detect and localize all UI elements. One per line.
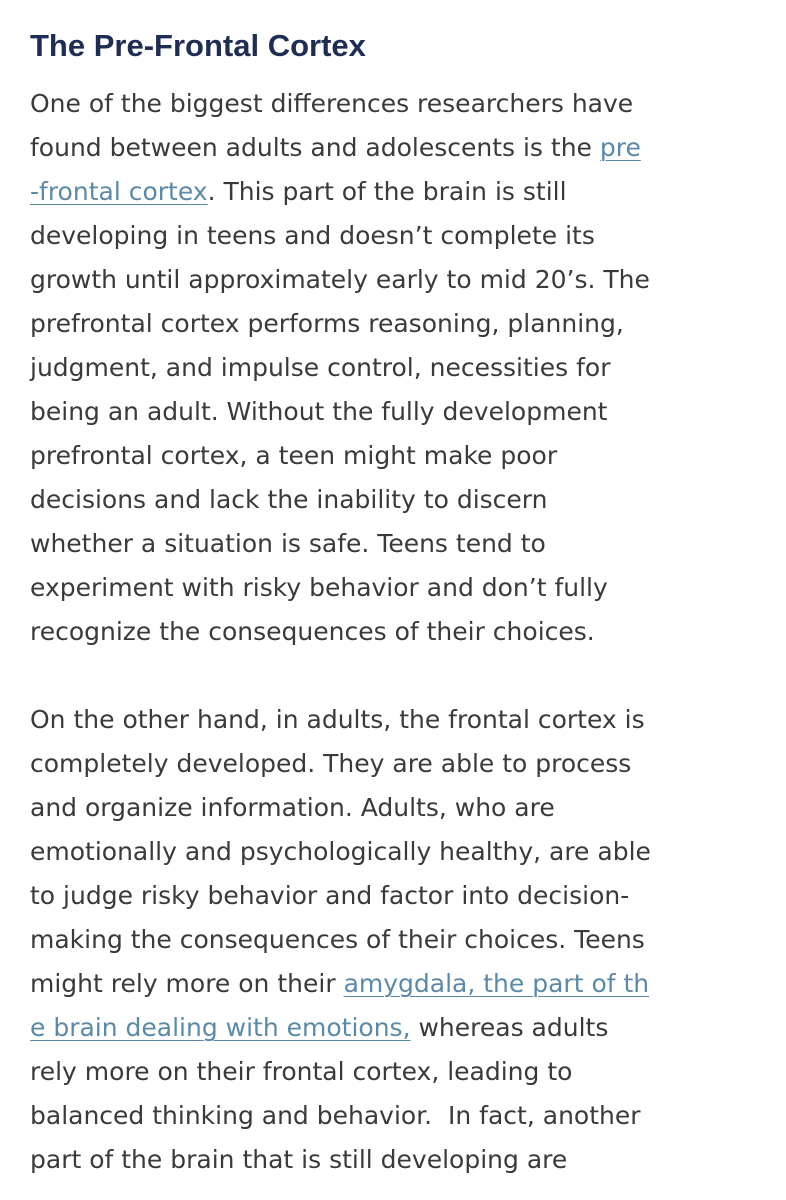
text-line: judgment, and impulse control, necessities for xyxy=(30,353,611,382)
text-line: rely more on their frontal cortex, leading to xyxy=(30,1057,573,1086)
text-line: growth until approximately early to mid 20’s. The xyxy=(30,265,650,294)
prefrontal-cortex-link[interactable]: pre xyxy=(599,133,641,162)
text-line: balanced thinking and behavior. In fact, another xyxy=(30,1101,641,1130)
paragraph-adults-frontal-cortex xyxy=(30,698,770,1182)
text-line: to judge risky behavior and factor into decision- xyxy=(30,881,630,910)
text-line xyxy=(30,170,770,214)
text-line: prefrontal cortex performs reasoning, planning, xyxy=(30,309,624,338)
text-line xyxy=(30,962,770,1006)
text-line: being an adult. Without the fully development xyxy=(30,397,608,426)
text-line: completely developed. They are able to process xyxy=(30,749,632,778)
text-line: emotionally and psychologically healthy, are able xyxy=(30,837,651,866)
text-line: experiment with risky behavior and don’t fully xyxy=(30,573,608,602)
text-line: recognize the consequences of their choices. xyxy=(30,617,595,646)
text-span: . This part of the brain is still xyxy=(207,177,567,206)
prefrontal-cortex-link-continued[interactable]: -frontal cortex xyxy=(30,177,208,206)
text-line: developing in teens and doesn’t complete its xyxy=(30,221,595,250)
text-line: On the other hand, in adults, the frontal cortex is xyxy=(30,705,645,734)
text-line: decisions and lack the inability to discern xyxy=(30,485,548,514)
text-line xyxy=(30,1006,770,1050)
text-line: prefrontal cortex, a teen might make poor xyxy=(30,441,558,470)
text-span: whereas adults xyxy=(410,1013,609,1042)
text-line: part of the brain that is still developing are xyxy=(30,1145,568,1174)
text-line: and organize information. Adults, who are xyxy=(30,793,555,822)
article-heading: The Pre-Frontal Cortex xyxy=(30,28,366,63)
text-line: making the consequences of their choices. Teens xyxy=(30,925,645,954)
text-span: might rely more on their xyxy=(30,969,344,998)
text-span: found between adults and adolescents is the xyxy=(30,133,600,162)
amygdala-link[interactable]: amygdala, the part of th xyxy=(343,969,650,998)
paragraph-prefrontal-teens xyxy=(30,82,770,654)
amygdala-link-continued[interactable]: e brain dealing with emotions, xyxy=(30,1013,411,1042)
text-line: whether a situation is safe. Teens tend to xyxy=(30,529,546,558)
text-line: One of the biggest differences researchers have xyxy=(30,89,634,118)
article xyxy=(30,22,770,1182)
text-line xyxy=(30,126,770,170)
